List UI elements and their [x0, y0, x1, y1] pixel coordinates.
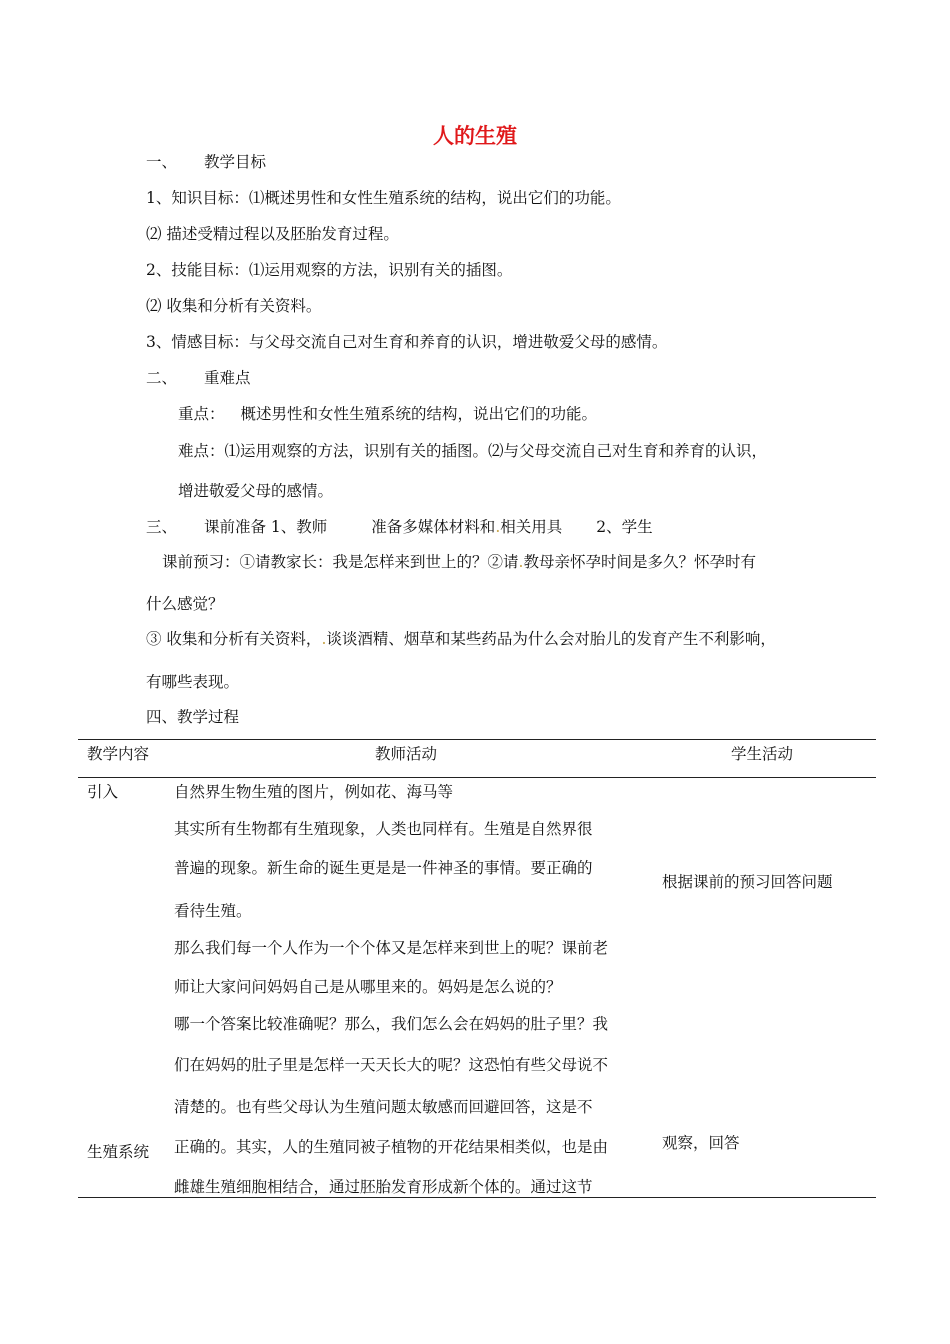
student-activity-intro: 根据课前的预习回答问题: [662, 873, 833, 891]
section2-heading: [146, 367, 251, 389]
teacher-line: 普遍的现象。新生命的诞生更是是一件神圣的事情。要正确的: [174, 859, 593, 877]
preview-line2: 什么感觉？: [146, 595, 224, 613]
content-reproductive-system: 生殖系统: [87, 1143, 150, 1161]
objective-knowledge-2: ⑵ 描述受精过程以及胚胎发育过程。: [146, 225, 399, 243]
header-teacher: 教师活动: [375, 745, 438, 763]
preview-line4: 有哪些表现。: [146, 673, 240, 691]
student-activity-observe: 观察，回答: [662, 1134, 740, 1152]
objective-skill: 2、技能目标：⑴运用观察的方法，识别有关的插图。: [146, 261, 513, 279]
preview-line1-b: 教母亲怀孕时间是多久？怀孕时有: [523, 553, 756, 571]
teacher-line: 师让大家问问妈妈自己是从哪里来的。妈妈是怎么说的？: [174, 978, 562, 996]
objective-skill-2: ⑵ 收集和分析有关资料。: [146, 297, 322, 315]
teacher-line: 们在妈妈的肚子里是怎样一天天长大的呢？这恐怕有些父母说不: [174, 1056, 609, 1074]
section1-number: 一、: [146, 153, 178, 171]
key-point-label: 重点：: [178, 405, 225, 423]
difficult-point-line1: 难点：⑴运用观察的方法，识别有关的插图。⑵与父母交流自己对生育和养育的认识，: [178, 442, 768, 460]
section3-title-d: 2、学生: [596, 518, 653, 536]
document-title: 人的生殖: [433, 124, 517, 148]
preview-line1-a: 课前预习：①请教家长：我是怎样来到世上的？②请: [162, 553, 519, 571]
section3-title-c: 相关用具: [500, 518, 563, 536]
section2-number: 二、: [146, 369, 178, 387]
preview-line3-a: ③ 收集和分析有关资料，: [146, 630, 322, 648]
header-content: 教学内容: [87, 745, 150, 763]
content-intro: 引入: [87, 783, 119, 801]
section3-title-b: 准备多媒体材料和: [371, 518, 496, 536]
section3-title-a: 课前准备 1、教师: [204, 518, 328, 536]
table-header-rule: [78, 777, 876, 778]
key-point: [178, 403, 597, 425]
teacher-line: 雌雄生殖细胞相结合，通过胚胎发育形成新个体的。通过这节: [174, 1178, 593, 1196]
preview-line1: 课前预习：①请教家长：我是怎样来到世上的？②请.教母亲怀孕时间是多久？怀孕时有: [162, 553, 756, 571]
teacher-line: 其实所有生物都有生殖现象，人类也同样有。生殖是自然界很: [174, 820, 593, 838]
teacher-line: 看待生殖。: [174, 902, 252, 920]
table-bottom-rule: [78, 1197, 876, 1198]
difficult-point-line2: 增进敬爱父母的感情。: [178, 482, 334, 500]
objective-knowledge: 1、知识目标：⑴概述男性和女性生殖系统的结构，说出它们的功能。: [146, 189, 621, 207]
teacher-line: 自然界生物生殖的图片，例如花、海马等: [174, 783, 454, 801]
section2-title: 重难点: [204, 369, 251, 387]
teacher-line: 哪一个答案比较准确呢？那么，我们怎么会在妈妈的肚子里？我: [174, 1015, 609, 1033]
section3-heading: 三、 课前准备 1、教师 准备多媒体材料和.相关用具 2、学生: [146, 518, 653, 536]
header-student: 学生活动: [731, 745, 794, 763]
objective-emotion: 3、情感目标：与父母交流自己对生育和养育的认识，增进敬爱父母的感情。: [146, 333, 668, 351]
teacher-line: 正确的。其实，人的生殖同被子植物的开花结果相类似，也是由: [174, 1138, 609, 1156]
teacher-line: 清楚的。也有些父母认为生殖问题太敏感而回避回答，这是不: [174, 1098, 593, 1116]
section3-number: 三、: [146, 518, 178, 536]
teacher-line: 那么我们每一个人作为一个个体又是怎样来到世上的呢？课前老: [174, 939, 609, 957]
preview-line3-b: 谈谈酒精、烟草和某些药品为什么会对胎儿的发育产生不利影响，: [326, 630, 776, 648]
section4-heading: 四、教学过程: [146, 708, 240, 726]
section1-heading: [146, 151, 266, 173]
preview-line3: ③ 收集和分析有关资料，.谈谈酒精、烟草和某些药品为什么会对胎儿的发育产生不利影响，: [146, 630, 776, 648]
section1-title: 教学目标: [204, 153, 267, 171]
table-top-rule: [78, 739, 876, 740]
key-point-text: 概述男性和女性生殖系统的结构，说出它们的功能。: [240, 405, 598, 423]
